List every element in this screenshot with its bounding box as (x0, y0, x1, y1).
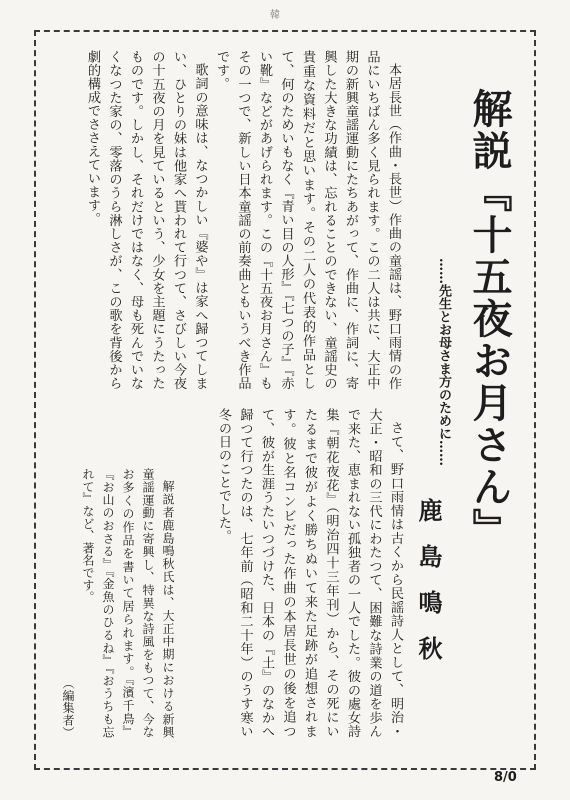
body-paragraph: 歌詞の意味は、なつかしい『婆や』は家へ歸つてしまい、ひとりの妹は他家へ貰われて行つて、さびしい今夜の十五夜の月を見ているという、少女を主題にうたったものです。しかし、それだけではなく、母も死んでいなくなつた家の、零落のうら淋しさが、この歌を背後から劇的構成でささえています。 (85, 50, 208, 390)
editor-note-text: 解説者鹿島鳴秋氏は、大正中期における新興童謡運動に寄興し、特異な詩風をもつて、今なお多くの作品を書いて居られます。『濱千鳥』『お山のおさる』『金魚のひるね』『おうちも忘れて』など、著名です。 (81, 468, 175, 738)
author-name: 鹿島鳴秋 (414, 498, 443, 682)
editor-note (60, 468, 178, 738)
article-title: 解説『十五夜お月さん』 (466, 88, 513, 550)
page-number: 8/0 (494, 770, 517, 785)
body-upper-section (64, 50, 404, 390)
corner-mark: 韓 (270, 10, 280, 21)
body-paragraph: さて、野口雨情は古くから民謡詩人として、明治・大正・昭和の三代にわたつて、困難な詩業の道を歩んで来た、恵まれない孤独者の一人でした。彼の處女詩集『朝花夜花』（明治四十三年刊）から、その死にいたるまで彼がよく勝ちぬいて来た足跡が追想されます。彼と名コンビだった作曲の本居長世の後を追つて、彼が生涯うたいつづけた、日本の『土』のなかへ歸つて行つたのは、七年前（昭和二十年）のうす寒い冬の日のことでした。 (216, 408, 403, 738)
body-paragraph: 本居長世（作曲・長世）作曲の童謡は、野口雨情の作品にいちばん多く見られます。この二人は共に、大正中期の新興童謡運動にたちあがって、作曲に、作詞に、寄興した大きな功績は、忘れることのできない、童謡史の貴重な資料だと思います。その二人の代表的作品として、何のためいもなく『青い目の人形』『七つの子』『赤い靴』などがあげられます。この『十五夜お月さん』もその一つで、新しい日本童謡の前奏曲ともいうべき作品です。 (214, 50, 401, 390)
article-subtitle: ……先生とお母さま方のために…… (436, 258, 451, 466)
editor-tag: （編集者） (61, 676, 75, 738)
body-lower-section (184, 408, 406, 738)
